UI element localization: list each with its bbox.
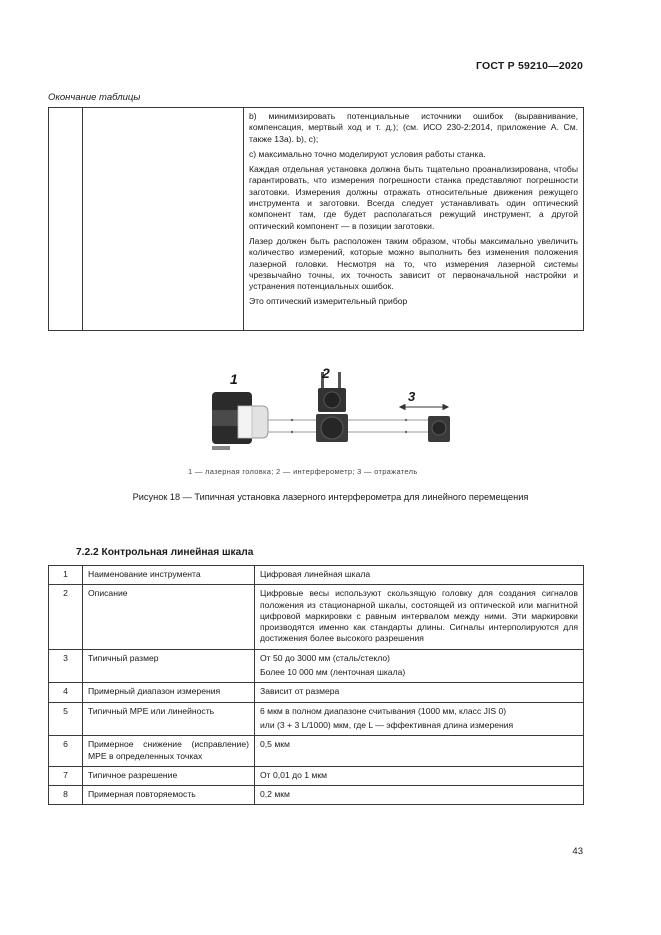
table-cell <box>49 108 83 331</box>
table-row <box>49 108 584 331</box>
value-line: Более 10 000 мм (ленточная шкала) <box>260 667 406 678</box>
row-value <box>255 649 584 683</box>
paragraph: Это оптический измерительный прибор <box>249 296 408 307</box>
row-name: Типичное разрешение <box>83 766 255 785</box>
paragraph: c) максимально точно моделируют условия работы станка. <box>249 148 486 159</box>
value-line: Цифровые весы используют скользящую головку для создания сигналов положения из стационарной шкалы, состоящей из оптической или магнитной цифровой маркировки с равным интервалом между ними. Эти маркировки производятся именно как стандарты длины. Сигналы интерполируются для достижения более высокого разрешения <box>260 588 578 644</box>
row-number: 7 <box>49 766 83 785</box>
table-row <box>49 683 584 702</box>
figure-caption: Рисунок 18 — Типичная установка лазерного интерферометра для линейного перемещения <box>132 492 529 502</box>
row-value <box>255 702 584 736</box>
laser-head-image <box>212 392 268 450</box>
beam-markers <box>291 419 407 433</box>
table-row <box>49 566 584 585</box>
value-line: От 0,01 до 1 мкм <box>260 769 328 780</box>
row-number: 3 <box>49 649 83 683</box>
table-continuation-caption: Окончание таблицы <box>48 92 141 103</box>
row-name: Наименование инструмента <box>83 566 255 585</box>
value-line: Зависит от размера <box>260 686 340 697</box>
figure-label-1: 1 <box>230 371 238 387</box>
figure-label-2: 2 <box>322 365 330 381</box>
row-value <box>255 683 584 702</box>
movement-arrow-icon <box>400 405 448 410</box>
figure-label-3: 3 <box>408 389 416 404</box>
row-name: Примерное снижение (исправление) MPE в определенных точках <box>83 736 255 767</box>
table-row <box>49 766 584 785</box>
figure-legend: 1 — лазерная головка; 2 — интерферометр; 3 — отражатель <box>188 467 418 476</box>
row-number: 2 <box>49 585 83 649</box>
row-number: 6 <box>49 736 83 767</box>
value-line: Цифровая линейная шкала <box>260 569 371 579</box>
value-line: 6 мкм в полном диапазоне считывания (1000 мм, класс JIS 0) <box>260 705 507 716</box>
value-line: От 50 до 3000 мм (сталь/стекло) <box>260 652 391 663</box>
row-value <box>255 766 584 785</box>
standard-header: ГОСТ Р 59210—2020 <box>475 60 583 72</box>
row-value <box>255 585 584 649</box>
paragraph: Каждая отдельная установка должна быть тщательно проанализирована, чтобы гарантировать, что измерения погрешности станка представляют погрешности заготовки. Измерения должны отражать относительные движения режущего инструмента и заготовки. Всегда следует устанавливать один оптический компонент там, где будет располагаться режущий инструмент, а другой оптический компонент — в позиции заготовки. <box>249 164 578 231</box>
value-line: 0,5 мкм <box>260 739 290 750</box>
reflector-image <box>428 416 450 442</box>
row-value <box>255 786 584 805</box>
row-name: Типичный MPE или линейность <box>83 702 255 736</box>
table-cell <box>244 108 584 331</box>
row-name: Описание <box>83 585 255 649</box>
value-line: 0,2 мкм <box>260 789 290 800</box>
row-number: 5 <box>49 702 83 736</box>
row-name: Примерный диапазон измерения <box>83 683 255 702</box>
page-number: 43 <box>572 846 583 857</box>
row-name: Типичный размер <box>83 649 255 683</box>
row-name: Примерная повторяемость <box>83 786 255 805</box>
row-value <box>255 736 584 767</box>
row-number: 8 <box>49 786 83 805</box>
instrument-table <box>48 565 584 805</box>
section-title: 7.2.2 Контрольная линейная шкала <box>76 547 254 558</box>
continuation-table <box>48 107 584 331</box>
paragraph: Лазер должен быть расположен таким образом, чтобы максимально увеличить количество измерений, которые можно выполнить без изменения положения лазерной головки. Несмотря на то, что измерения лазерной системы чрезвычайно точны, их точность зависит от первоначальной настройки и устранения потенциальных ошибок. <box>249 235 578 292</box>
table-row <box>49 585 584 649</box>
value-line: или (3 + 3 L/1000) мкм, где L — эффективная длина измерения <box>260 719 514 730</box>
table-cell <box>83 108 244 331</box>
table-row <box>49 702 584 736</box>
table-row <box>49 736 584 767</box>
row-value <box>255 566 584 585</box>
laser-interferometer-figure <box>150 362 470 462</box>
row-number: 4 <box>49 683 83 702</box>
paragraph: b) минимизировать потенциальные источники ошибок (выравнивание, компенсация, мертвый ход и т. д.); (см. ИСО 230-2:2014, приложение А. См. также 13а). b), c); <box>249 111 578 144</box>
table-row <box>49 786 584 805</box>
table-row <box>49 649 584 683</box>
interferometer-image <box>316 372 348 442</box>
row-number: 1 <box>49 566 83 585</box>
